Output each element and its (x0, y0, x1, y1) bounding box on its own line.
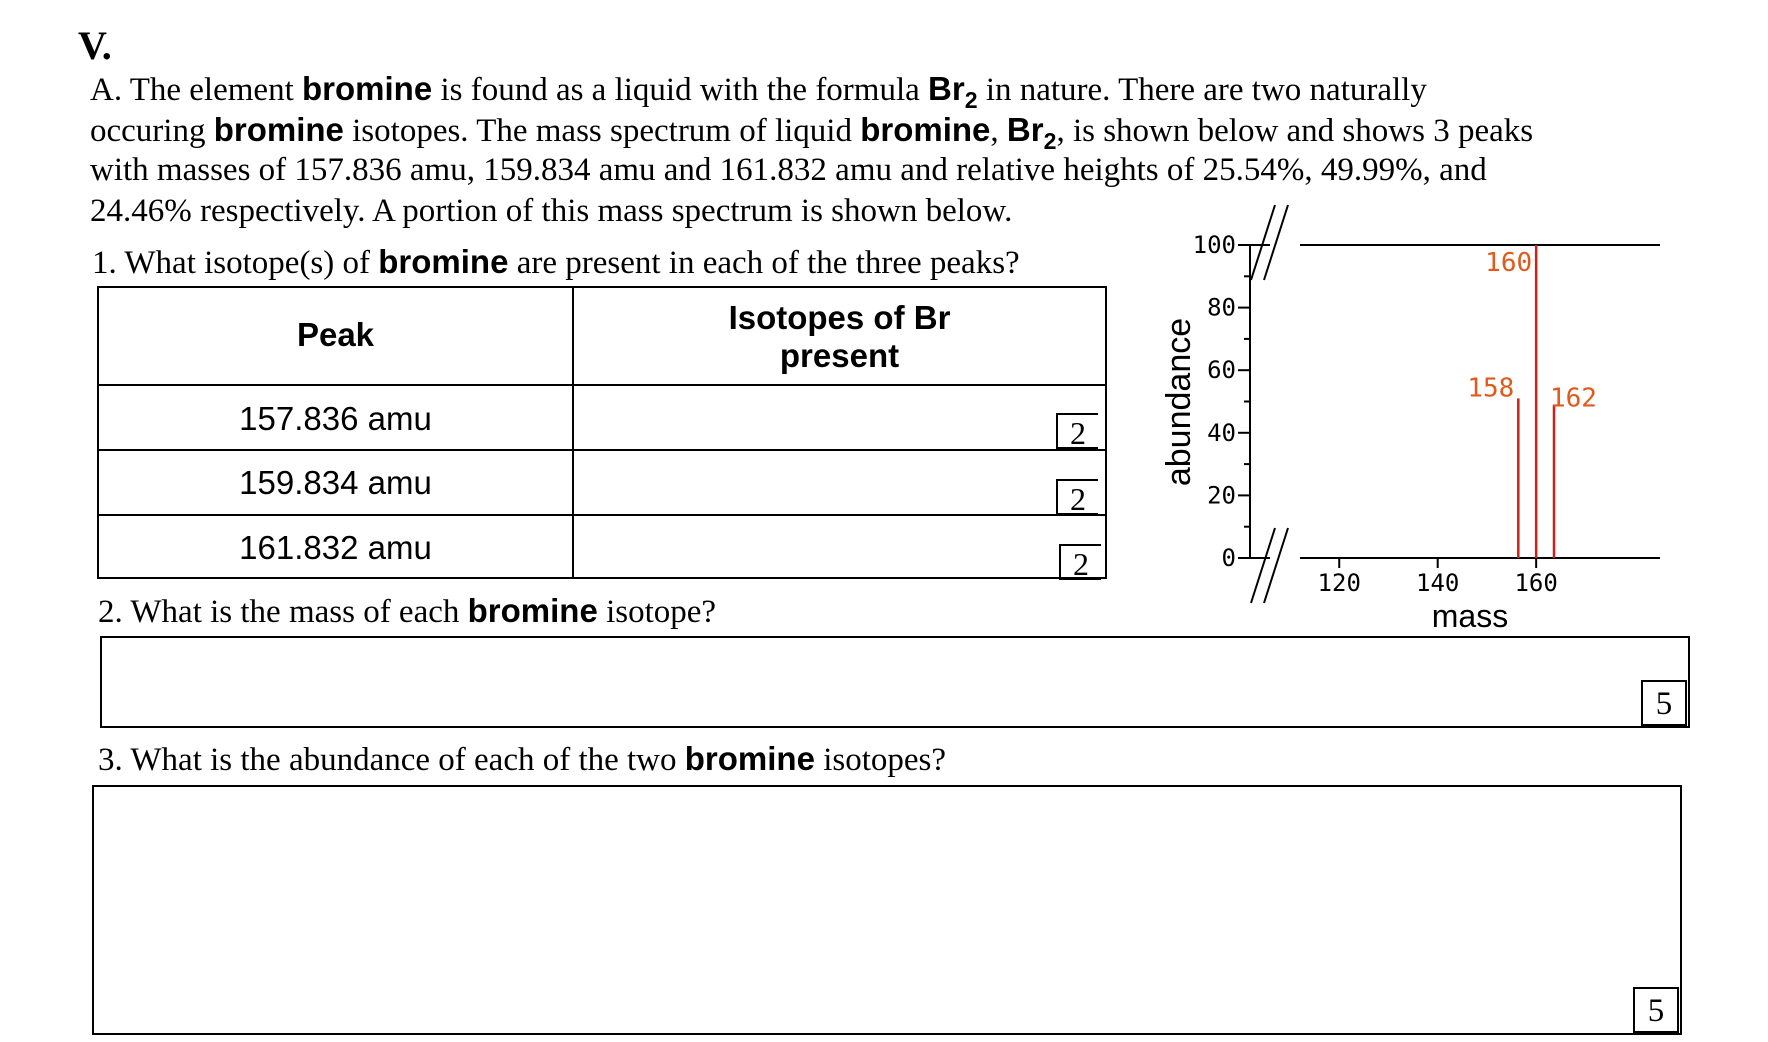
peak-label-158: 158 (1467, 373, 1515, 404)
header-peak: Peak (296, 316, 375, 353)
section-label: V. (78, 23, 112, 68)
question-3: 3. What is the abundance of each of the two bromine isotopes? (98, 740, 947, 778)
intro-line-3: with masses of 157.836 amu, 159.834 amu and 161.832 amu and relative heights of 25.54%, 49.99%, and (90, 152, 1487, 188)
intro-line-1: A. The element bromine is found as a liquid with the formula $Br_2$ in nature. There are two naturally (90, 70, 1427, 114)
answer-box-2[interactable] (100, 636, 1690, 728)
peak-label-162: 162 (1550, 383, 1597, 414)
y-tick-label: 20 (1207, 481, 1236, 510)
points-box-2: 5 (1641, 680, 1687, 726)
y-tick-label: 40 (1207, 418, 1236, 447)
x-tick-label: 120 (1317, 569, 1361, 597)
points-box: 2 (1056, 479, 1098, 515)
peak-label-160: 160 (1485, 248, 1533, 278)
peak-cell: 157.836 amu (239, 400, 432, 437)
peak-cell: 161.832 amu (239, 529, 432, 566)
peak-cell: 159.834 amu (239, 464, 432, 501)
peak-lines (1467, 245, 1597, 558)
mass-spectrum-chart (1150, 195, 1670, 635)
y-axis-label: abundance (1160, 317, 1198, 487)
question-2: 2. What is the mass of each bromine isotope? (98, 592, 717, 630)
break-slash (1264, 528, 1288, 603)
break-slash (1251, 205, 1275, 280)
header-isotopes: Isotopes of Br present (728, 299, 951, 374)
intro-line-2: occuring bromine isotopes. The mass spectrum of liquid bromine, $Br_2$, is shown below and shows 3 peaks (90, 111, 1534, 155)
x-tick-label: 140 (1416, 569, 1460, 597)
axis-break-marks (1251, 205, 1288, 603)
x-axis (1250, 245, 1660, 597)
y-tick-label: 80 (1207, 293, 1236, 322)
points-box: 2 (1056, 413, 1098, 449)
points-box-3: 5 (1633, 987, 1679, 1033)
isotope-table (97, 286, 1107, 582)
question-1: 1. What isotope(s) of bromine are present in each of the three peaks? (92, 243, 1020, 281)
y-tick-label: 100 (1192, 231, 1236, 259)
y-axis (1193, 231, 1250, 572)
points-box: 2 (1059, 544, 1101, 580)
break-slash (1264, 205, 1288, 280)
x-tick-label: 160 (1514, 569, 1558, 597)
x-axis-label: mass (1431, 598, 1509, 634)
answer-box-3[interactable] (92, 785, 1682, 1035)
y-tick-label: 60 (1207, 356, 1236, 385)
y-tick-label: 0 (1221, 544, 1236, 572)
intro-line-4: 24.46% respectively. A portion of this mass spectrum is shown below. (90, 193, 1013, 229)
break-slash (1251, 528, 1275, 603)
